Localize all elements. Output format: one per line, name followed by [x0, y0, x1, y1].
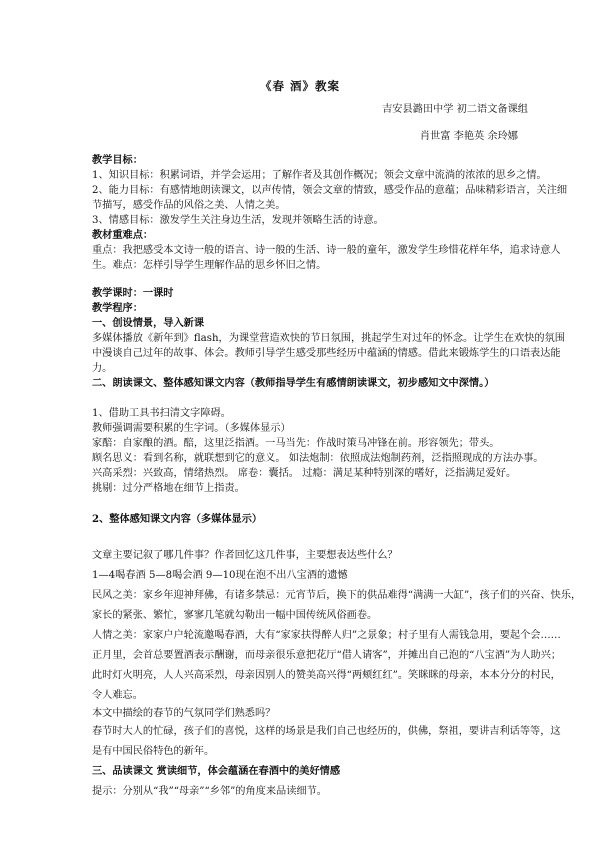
body-line: 提示：分别从“我”“母亲”“乡邻”的角度来品读细节。 — [92, 786, 327, 797]
section-heading: 教学课时：一课时 — [92, 287, 174, 299]
section-heading: 教材重难点： — [92, 229, 154, 241]
body-line: 力。 — [92, 363, 113, 374]
body-line: 重点：我把感受本文诗一般的语言、诗一般的生活、诗一般的童年，激发学生珍惜花样年华，追求诗意人 — [92, 245, 561, 256]
section-heading: 教学目标： — [92, 154, 143, 166]
body-line: 家长的紧张、繁忙，寥寥几笔就勾勒出一幅中国传统风俗画卷。 — [92, 610, 378, 621]
body-line: 家醅：自家酿的酒。醅，这里泛指酒。一马当先：作战时策马冲锋在前。形容领先；带头。 — [92, 438, 500, 449]
author-list: 肖世富 李艳英 余玲娜 — [419, 131, 518, 142]
body-line: 顾名思义：看到名称，就联想到它的意义。 如法炮制：依照成法炮制药剂，泛指照现成的方法办事。 — [92, 453, 544, 464]
section-heading: 2、整体感知课文内容（多媒体显示） — [92, 513, 263, 525]
body-line: 多媒体播放《新年到》flash，为课堂营造欢快的节日氛围，挑起学生对过年的怀念。让学生在欢快的氛围 — [92, 333, 565, 344]
body-line: 中漫谈自己过年的故事、体会。教师引导学生感受那些经历中蕴涵的情感。借此来锻炼学生的口语表达能 — [92, 348, 561, 359]
section-heading: 二、朗读课文、整体感知课文内容（教师指导学生有感情朗读课文，初步感知文中深情。） — [92, 377, 495, 389]
body-line: 是有中国民俗特色的新年。 — [92, 746, 215, 757]
section-heading: 一、创设情景，导入新课 — [92, 317, 205, 329]
body-line: 人情之美：家家户户轮流邀喝春酒，大有“家家扶得醉人归”之景象；村子里有人需钱急用，要起个会…… — [92, 630, 561, 641]
body-line: 本文中描绘的春节的气氛同学们熟悉吗？ — [92, 708, 276, 719]
body-line: 3、情感目标：激发学生关注身边生活，发现并领略生活的诗意。 — [92, 215, 384, 226]
body-line: 民风之美：家乡年迎神拜佛，有诸多禁忌：元宵节后，换下的供品难得“满满一大缸”，孩子们的兴奋、快乐， — [92, 590, 582, 601]
body-line: 教师强调需要积累的生字词。（多媒体显示） — [92, 423, 291, 434]
section-heading: 教学程序： — [92, 302, 143, 314]
body-line: 兴高采烈：兴致高，情绪热烈。 席卷：囊括。 过瘾：满足某种特别深的嗜好，泛指满足爱好。 — [92, 468, 517, 479]
body-line: 令人难忘。 — [92, 690, 143, 701]
body-line: 正月里，会首总要置酒表示酬谢，而母亲很乐意把花厅“借人请客”，并摊出自己泡的“八宝酒”为人助兴； — [92, 650, 562, 661]
body-line: 2、能力目标：有感情地朗读课文，以声传情，领会文章的情致，感受作品的意蕴；品味精彩语言，关注细 — [92, 185, 568, 196]
section-heading: 三、品读课文 赏读细节，体会蕴涵在春酒中的美好情感 — [92, 765, 341, 777]
body-line: 此时灯火明亮，人人兴高采烈，母亲因别人的赞美高兴得“两颊红红”。笑眯眯的母亲，本本分分的村民， — [92, 670, 561, 681]
body-line: 挑剔：过分严格地在细节上指责。 — [92, 483, 245, 494]
body-line: 春节时大人的忙碌，孩子们的喜悦，这样的场景是我们自己也经历的，供佛，祭祖，要讲吉利话等等，这 — [92, 726, 561, 737]
school-group: 吉安县潞田中学 初二语文备课组 — [382, 104, 528, 115]
body-line: 1、知识目标：积累词语，并学会运用；了解作者及其创作概况；领会文章中流淌的浓浓的思乡之情。 — [92, 170, 547, 181]
body-line: 节描写，感受作品的风俗之美、人情之美。 — [92, 200, 286, 211]
body-line: 1、借助工具书扫清文字障碍。 — [92, 408, 231, 419]
body-line: 文章主要记叙了哪几件事？作者回忆这几件事，主要想表达些什么？ — [92, 550, 398, 561]
page-title: 《春 酒》教案 — [259, 79, 340, 93]
body-line: 1—4喝春酒 5—8喝会酒 9—10现在泡不出八宝酒的遗憾 — [92, 570, 348, 581]
body-line: 生。难点：怎样引导学生理解作品的思乡怀旧之情。 — [92, 260, 327, 271]
